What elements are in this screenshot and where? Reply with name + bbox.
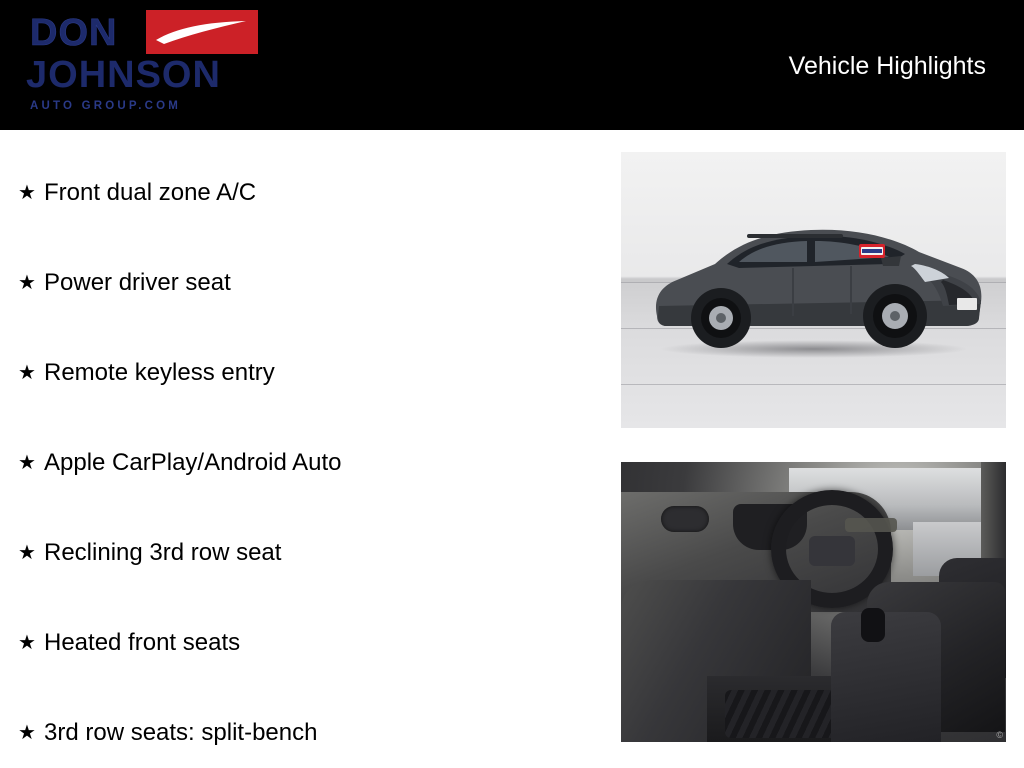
logo-text-johnson: JOHNSON	[26, 54, 221, 96]
dealer-logo	[18, 6, 258, 126]
swoosh-icon	[154, 18, 250, 46]
logo-text-don: DON	[30, 12, 118, 54]
star-icon: ★	[18, 452, 36, 474]
watermark: ©	[996, 730, 1003, 740]
list-item	[10, 418, 600, 508]
feature-label: Apple CarPlay/Android Auto	[44, 449, 342, 476]
logo-tagline: AUTO GROUP.COM	[30, 100, 182, 112]
feature-label: Power driver seat	[44, 269, 231, 296]
list-item	[10, 148, 600, 238]
page-body	[0, 130, 1024, 768]
star-icon: ★	[18, 632, 36, 654]
list-item	[10, 508, 600, 598]
vehicle-interior-photo	[621, 462, 1006, 742]
feature-label: Front dual zone A/C	[44, 179, 257, 206]
list-item	[10, 238, 600, 328]
logo-badge	[146, 10, 258, 54]
feature-label: Reclining 3rd row seat	[44, 539, 282, 566]
star-icon: ★	[18, 362, 36, 384]
page-title: Vehicle Highlights	[788, 52, 986, 80]
list-item	[10, 328, 600, 418]
page-header	[0, 0, 1024, 130]
list-item	[10, 598, 600, 688]
window-sticker	[859, 244, 885, 258]
star-icon: ★	[18, 272, 36, 294]
star-icon: ★	[18, 542, 36, 564]
star-icon: ★	[18, 722, 36, 744]
feature-label: 3rd row seats: split-bench	[44, 719, 318, 746]
suv-illustration	[643, 194, 987, 364]
list-item	[10, 688, 600, 768]
vehicle-exterior-photo	[621, 152, 1006, 428]
star-icon: ★	[18, 182, 36, 204]
feature-list	[0, 148, 600, 758]
feature-label: Remote keyless entry	[44, 359, 275, 386]
feature-label: Heated front seats	[44, 629, 241, 656]
